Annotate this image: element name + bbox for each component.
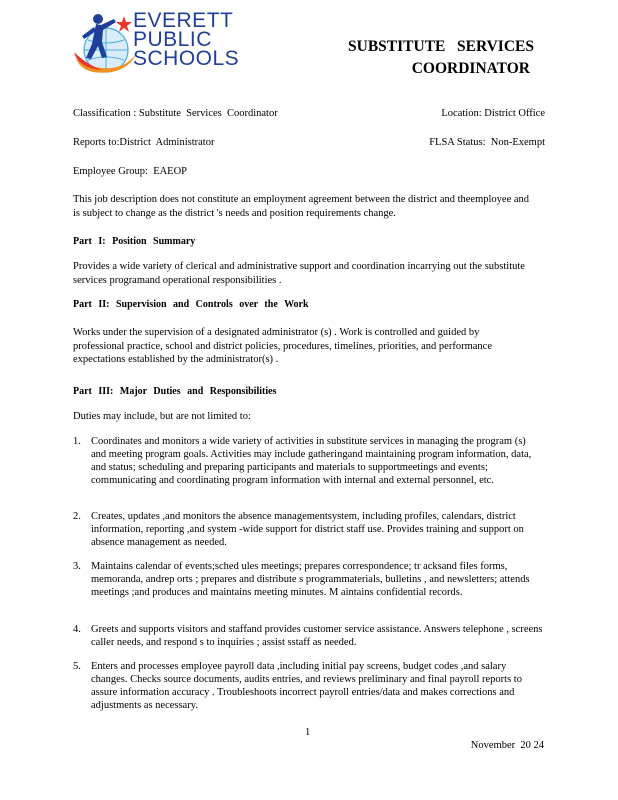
location-text: Location: District Office [441, 108, 545, 119]
duty-text: Creates, updates ,and monitors the absence managementsystem, including profiles, calendars, district information, reporting ,and system -wide support for district staff use. Provides training and support on absence management as needed. [91, 511, 524, 548]
flsa-status-text: FLSA Status: Non-Exempt [429, 137, 545, 148]
page-number: 1 [305, 727, 311, 738]
disclaimer-paragraph: This job description does not constitute an employment agreement between the district and theemployee and is subject to change as the district 's needs and position requirements change. [73, 194, 530, 219]
duty-number: 3. [73, 561, 81, 572]
duty-number: 2. [73, 511, 81, 522]
document-title [300, 36, 540, 80]
part1-text: Provides a wide variety of clerical and administrative support and coordination incarrying out the substitute services programand operational responsibilities . [73, 261, 525, 286]
logo-emblem-icon [72, 10, 142, 80]
duty-number: 5. [73, 661, 81, 672]
logo-line-2: PUBLIC [133, 28, 212, 51]
part3-heading: Part III: Major Duties and Responsibilities [73, 386, 277, 397]
duty-text: Enters and processes employee payroll data ,including initial pay screens, budget codes ,and salary changes. Checks source documents, audits entries, and reviews preliminary and final payroll reports to assure information accuracy . Troubleshoots incorrect payroll entries/data and makes corrections and adjustments as necessary. [91, 661, 522, 711]
employee-group-row [73, 166, 545, 177]
part3-intro: Duties may include, but are not limited to: [73, 411, 251, 422]
classification-row [73, 108, 545, 119]
employee-group-text: Employee Group: EAEOP [73, 166, 188, 177]
duty-text: Maintains calendar of events;sched ules meetings; prepares correspondence; tr acksand files forms, memoranda, andrep orts ; prepares and distribute s programmaterials, bulletins , and newsletters; attends meetings ;and produces and maintains meeting minutes. M aintains confidential records. [91, 561, 530, 598]
duty-number: 1. [73, 436, 81, 447]
duty-text: Coordinates and monitors a wide variety of activities in substitute services in managing the program (s) and meeting program goals. Activities may include gatheringand maintaining program information, data, and status; scheduling and preparing participants and materials to supportmeetings and events; communicating and coordinating program information with internal and external personnel, etc. [91, 436, 532, 486]
part1-heading: Part I: Position Summary [73, 236, 196, 247]
part2-heading: Part II: Supervision and Controls over the Work [73, 299, 309, 310]
district-logo-text [133, 11, 239, 68]
duty-number: 4. [73, 624, 81, 635]
reports-row [73, 137, 545, 148]
part2-text: Works under the supervision of a designated administrator (s) . Work is controlled and guided by professional practice, school and district policies, procedures, timelines, priorities, and performance expectations established by the administrator(s) . [73, 327, 492, 365]
reports-to-text: Reports to:District Administrator [73, 137, 215, 148]
footer-date: November 20 24 [470, 740, 544, 751]
logo-line-3: SCHOOLS [133, 47, 240, 70]
duty-text: Greets and supports visitors and staffand provides customer service assistance. Answers telephone , screens caller needs, and respond s to inquiries ; assist sstaff as needed. [91, 624, 543, 648]
title-line-1: SUBSTITUTE SERVICES [348, 38, 534, 55]
logo-line-1: EVERETT [133, 9, 234, 32]
title-line-2: COORDINATOR [411, 60, 530, 77]
classification-text: Classification : Substitute Services Coordinator [73, 108, 278, 119]
